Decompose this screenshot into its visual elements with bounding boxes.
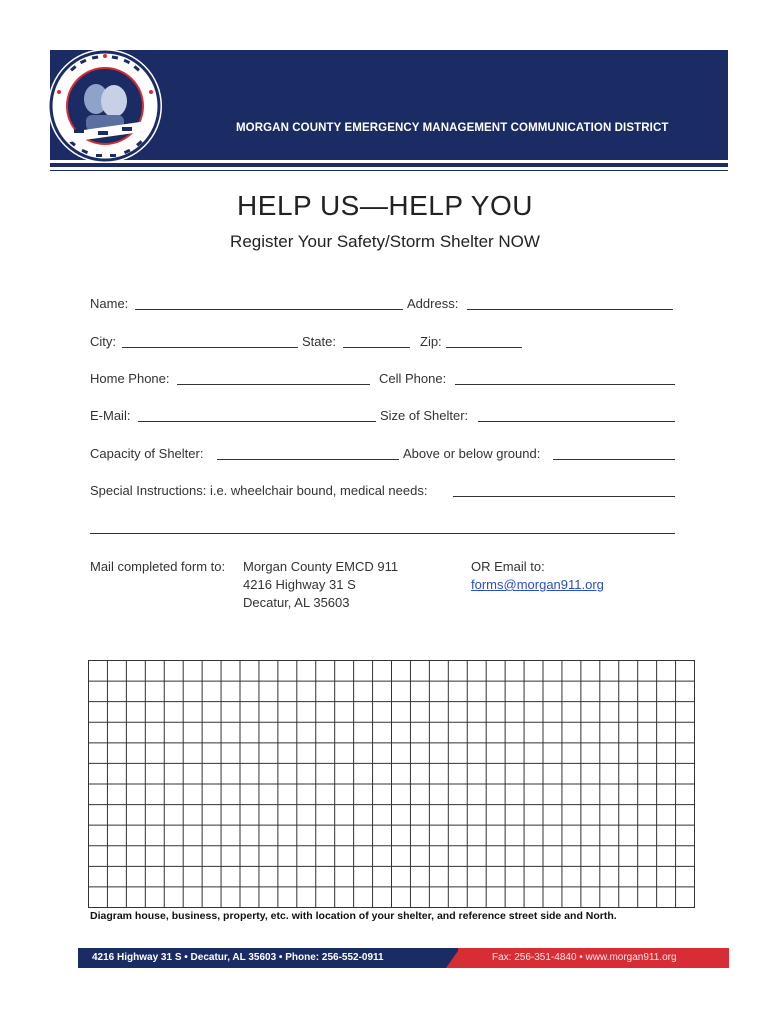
shelter-size-label: Size of Shelter: [380,408,469,423]
email-field[interactable] [138,421,376,422]
zip-field[interactable] [446,347,522,348]
mail-address [243,558,398,612]
morgan-county-911-seal [46,47,164,165]
org-title: MORGAN COUNTY EMERGENCY MANAGEMENT COMMUNICATION DISTRICT [236,122,669,134]
special-instructions-field-line2[interactable] [90,533,675,534]
special-instructions-field[interactable] [453,496,675,497]
state-field[interactable] [343,347,410,348]
address-field[interactable] [467,309,673,310]
diagram-grid[interactable] [88,660,696,910]
cell-phone-field[interactable] [455,384,675,385]
diagram-caption: Diagram house, business, property, etc. with location of your shelter, and reference street side and North. [90,910,617,922]
mail-line-1: Morgan County EMCD 911 [243,559,399,574]
footer-contact: Fax: 256-351-4840 • www.morgan911.org [492,952,677,963]
shelter-capacity-field[interactable] [217,459,399,460]
address-label: Address: [407,296,459,311]
header-stripe-thin [50,170,728,171]
email-label: E-Mail: [90,408,131,423]
name-label: Name: [90,296,129,311]
mail-line-2: 4216 Highway 31 S [243,577,356,592]
shelter-size-field[interactable] [478,421,675,422]
shelter-capacity-label: Capacity of Shelter: [90,446,204,461]
above-below-ground-label: Above or below ground: [403,446,541,461]
email-link[interactable]: forms@morgan911.org [471,577,604,592]
email-block [471,558,604,594]
or-email-label: OR Email to: [471,559,545,574]
special-instructions-label: Special Instructions: i.e. wheelchair bound, medical needs: [90,483,428,498]
city-field[interactable] [122,347,298,348]
mail-line-3: Decatur, AL 35603 [243,595,350,610]
name-field[interactable] [135,309,403,310]
home-phone-field[interactable] [177,384,370,385]
above-below-ground-field[interactable] [553,459,675,460]
mail-label: Mail completed form to: [90,559,226,574]
city-label: City: [90,334,116,349]
zip-label: Zip: [420,334,442,349]
state-label: State: [302,334,336,349]
cell-phone-label: Cell Phone: [379,371,447,386]
footer-address: 4216 Highway 31 S • Decatur, AL 35603 • Phone: 256-552-0911 [92,952,384,963]
home-phone-label: Home Phone: [90,371,170,386]
page-title: HELP US—HELP YOU [237,190,533,221]
page-subtitle: Register Your Safety/Storm Shelter NOW [230,232,540,251]
